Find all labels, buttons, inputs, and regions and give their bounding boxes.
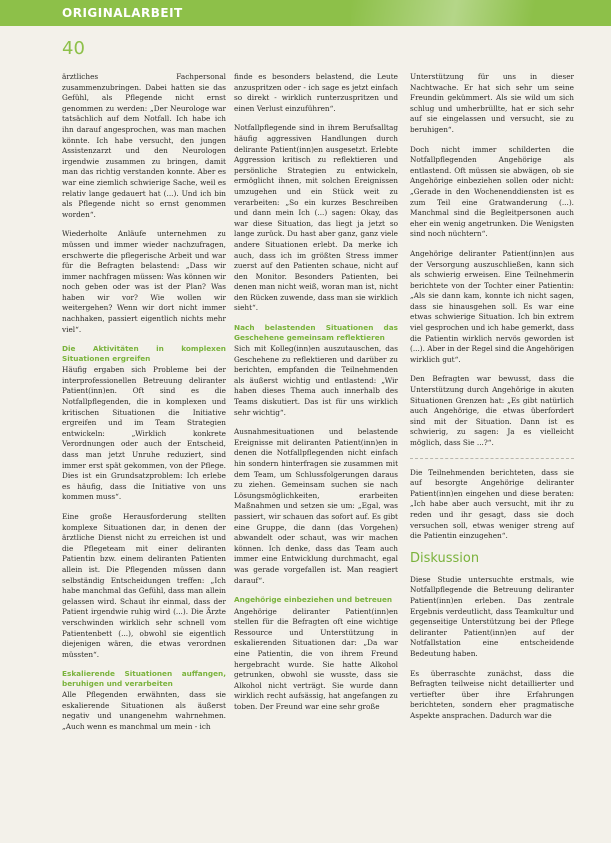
paragraph: Unterstützung für uns in dieser Nachtwache. Er hat sich sehr um seine Freundin gekümmert. Als sie wild um sich schlug und umherbrüllte, hat er sich sehr auf sie eingelassen und versucht, sie zu beruhigen“. bbox=[410, 72, 574, 134]
text-column-1 bbox=[62, 72, 226, 742]
paragraph: Diese Studie untersuchte erstmals, wie Notfallpflegende die Betreuung deliranter Patient(inn)en erleben. Das zentrale Ergebnis verdeutlicht, dass Teamkultur und gegenseitige Unterstützung bei der Pflege deliranter Patient(inn)en auf der Notfallstation eine entscheidende Bedeutung haben. bbox=[410, 574, 574, 658]
header-swoosh-decoration bbox=[351, 0, 611, 26]
divider bbox=[410, 458, 574, 459]
paragraph: Alle Pflegenden erwähnten, dass sie eskalierende Situationen als äußerst negativ und unangenehm wahrnehmen. „Auch wenn es manchmal um mein - ich bbox=[62, 690, 226, 732]
paragraph: ärztliches Fachpersonal zusammenzubringen. Dabei hatten sie das Gefühl, als Pflegende nicht ernst genommen zu werden: „Der Neurologe war tatsächlich auf dem Notfall. Ich habe ich ihn darauf angesprochen, was man machen könnte. Ich habe versucht, den jungen Assistenzarzt und den Neurologen irgendwie zusammen zu bringen, damit man das richtig verstanden konnte. Aber es war eine ziemlich schwierige Sache, weil es relativ lange gedauert hat (...). Und ich bin als Pflegende nicht so ernst genommen worden“. bbox=[62, 72, 226, 219]
paragraph: Es überraschte zunächst, dass die Befragten teilweise nicht detaillierter und vertiefter über ihre Erfahrungen berichteten, sondern eher pragmatische Aspekte ansprachen. Dadurch war die bbox=[410, 668, 574, 720]
paragraph: Angehörige deliranter Patient(inn)en stellen für die Befragten oft eine wichtige Ressource und Unterstützung in eskalierenden Situationen dar: „Da war eine Patientin, die von ihrem Freund hergebracht wurde. Sie hatte Alkohol getrunken, obwohl sie wusste, dass sie Alkohol nicht verträgt. Sie wurde dann wirklich recht aufsässig, hat angefangen zu toben. Der Freund war eine sehr große bbox=[234, 606, 398, 711]
paragraph: Häufig ergaben sich Probleme bei der interprofessionellen Betreuung deliranter Patient(inn)en. Oft sind es die Notfallpflegenden, die in komplexen und kritischen Situationen die Initiative ergreifen und im Team Strategien entwickeln: „Wirklich konkrete Verordnungen oder auch der Entscheid, dass man jetzt Unruhe reduziert, sind immer erst spät gekommen, von der Pflege. Dies ist ein Grundsatzproblem: Ich erlebe es häufig, dass die Initiative von uns kommen muss“. bbox=[62, 365, 226, 502]
header-bar bbox=[0, 0, 611, 26]
paragraph: Ausnahmesituationen und belastende Ereignisse mit deliranten Patient(inn)en in denen die Notfallpflegenden nicht einfach hin sondern hinterfragen sie zusammen mit dem Team, um Schlussfolgerungen daraus zu ziehen. Gemeinsam suchen sie nach Lösungsmöglichkeiten, erarbeiten Maßnahmen und setzen sie um: „Egal, was passiert, wir schauen das sofort auf. Es gibt eine Gruppe, die dann (das Vorgehen) abwandelt oder schaut, was wir machen können. Ich denke, dass das Team auch immer eine Entwicklung durchmacht, egal was gerade vorgefallen ist. Man reagiert darauf“. bbox=[234, 427, 398, 585]
paragraph: Den Befragten war bewusst, dass die Unterstützung durch Angehörige in akuten Situationen Grenzen hat: „Es gibt natürlich auch Angehörige, die etwas überfordert sind mit der Situation. Dann ist es schwierig, zu sagen: Ja es vielleicht möglich, dass Sie ...?“. bbox=[410, 374, 574, 447]
paragraph: finde es besonders belastend, die Leute anzuspritzen oder - ich sage es jetzt einfach so direkt - wirklich runterzuspritzen und einen Verlust einzuführen“. bbox=[234, 72, 398, 113]
subheading: Eskalierende Situationen auffangen, beruhigen und verarbeiten bbox=[62, 669, 226, 688]
paragraph: Sich mit Kolleg(inn)en auszutauschen, das Geschehene zu reflektieren und darüber zu berichten, empfanden die Teilnehmenden als äußerst wichtig und entlastend: „Wir haben dieses Thema auch innerhalb des Teams diskutiert. Das ist für uns wirklich sehr wichtig“. bbox=[234, 344, 398, 417]
text-column-3 bbox=[410, 72, 574, 730]
paragraph: Angehörige deliranter Patient(inn)en aus der Versorgung auszuschließen, kann sich als schwierig erweisen. Eine Teilnehmerin berichtete von der Tochter einer Patientin: „Als sie dann kam, konnte ich nicht sagen, dass sie hinausgehen soll. Es war eine etwas schwierige Situation. Ich bin extrem viel gesprochen und ich habe gemerkt, dass die Patientin wirklich nervös geworden ist (...). Aber in der Regel sind die Angehörigen wirklich gut“. bbox=[410, 248, 574, 364]
text-column-2 bbox=[234, 72, 398, 722]
paragraph: Doch nicht immer schilderten die Notfallpflegenden Angehörige als entlastend. Oft müssen sie abwägen, ob sie Angehörige einbeziehen sollen oder nicht: „Gerade in den Wochenenddiensten ist es zum Teil eine Gratwanderung (...). Manchmal sind die Begleitpersonen auch eher ein wenig angetrunken. Die Wenigsten sind noch nüchtern“. bbox=[410, 144, 574, 239]
subheading: Die Aktivitäten in komplexen Situationen ergreifen bbox=[62, 344, 226, 363]
subheading: Nach belastenden Situationen das Geschehene gemeinsam reflektieren bbox=[234, 323, 398, 342]
page-number: 40 bbox=[62, 38, 85, 59]
paragraph: Die Teilnehmenden berichteten, dass sie auf besorgte Angehörige deliranter Patient(inn)en eingehen und diese beraten: „Ich habe aber auch versucht, mit ihr zu reden und ihr gesagt, dass sie doch versuchen soll, etwas weniger streng auf die Patientin einzugehen“. bbox=[410, 467, 574, 541]
subheading: Angehörige einbeziehen und betreuen bbox=[234, 595, 393, 605]
section-label: ORIGINALARBEIT bbox=[62, 6, 183, 20]
paragraph: Wiederholte Anläufe unternehmen zu müssen und immer wieder nachzufragen, erschwerte die pflegerische Arbeit und war für die Befragten belastend: „Dass wir immer nachfragen müssen: Was können wir noch geben oder was ist der Plan? Was haben wir vor? Wie wollen wir weitergehen? Wenn wir dort nicht immer nachhaken, passiert eigentlich nichts mehr viel“. bbox=[62, 229, 226, 334]
paragraph: Eine große Herausforderung stellten komplexe Situationen dar, in denen der ärztliche Dienst nicht zu erreichen ist und die Pflegeteam mit einer deliranten Patientin bzw. einem deliranten Patienten allein ist. Die Pflegenden müssen dann selbständig Entscheidungen treffen: „Ich habe manchmal das Gefühl, dass man allein gelassen wird. Schaut ihr einmal, dass der Patient irgendwie ruhig wird (...). Die Ärzte verschwinden wirklich sehr schnell vom Patientenbett (...), obwohl sie eigentlich diejenigen wären, die etwas verordnen müssten“. bbox=[62, 511, 226, 659]
section-heading: Diskussion bbox=[410, 550, 480, 566]
paragraph: Notfallpflegende sind in ihrem Berufsalltag häufig aggressiven Handlungen durch delirante Patient(inn)en ausgesetzt. Erlebte Aggression kritisch zu reflektieren und persönliche Strategien zu entwickeln, ermöglicht ihnen, mit solchen Ereignissen umzugehen und ein Stück weit zu verarbeiten: „So ein kurzes Beschreiben und dann mein Ich (...) sagen: Okay, das war diese Situation, das liegt ja jetzt so lange zurück. Du hast aber ganz, ganz viele andere Situationen erlebt. Da merke ich auch, dass ich im größten Stress immer zuerst auf den Patienten schaue, nicht auf den Monitor. Besonders Patienten, bei denen man nicht weiß, woran man ist, nicht den Rücken zuwende, dass man sie wirklich sieht“. bbox=[234, 123, 398, 313]
